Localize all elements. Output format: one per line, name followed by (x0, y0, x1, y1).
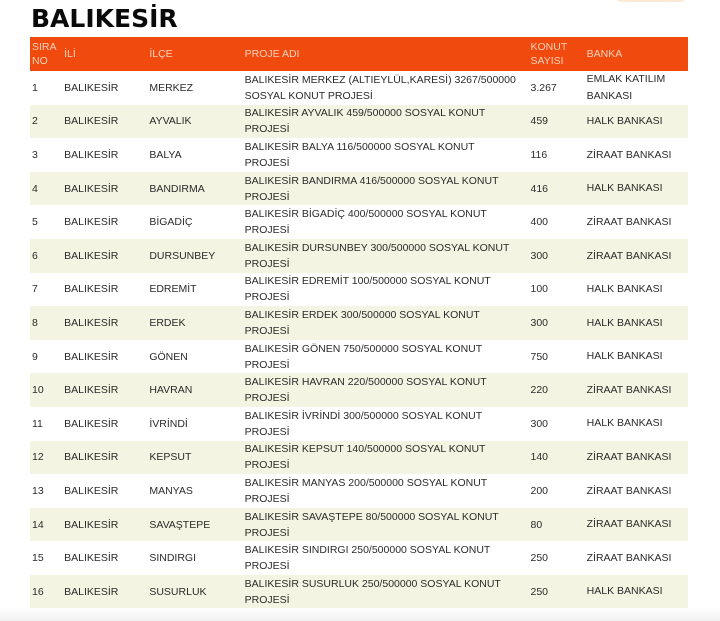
proje-line-1: BALIKESİR SAVAŞTEPE 80/500000 SOSYAL KONUT (244, 510, 499, 523)
cell-ilce: BANDIRMA (147, 172, 242, 206)
table-row (30, 373, 688, 407)
cell-il: BALIKESİR (62, 172, 147, 206)
cell-banka (585, 575, 688, 609)
proje-line-2: PROJESİ (244, 156, 290, 169)
table-row (30, 575, 688, 609)
banka-line-1: ZİRAAT BANKASI (586, 551, 672, 564)
proje-line-1: BALIKESİR SUSURLUK 250/500000 SOSYAL KONUT (244, 577, 501, 590)
table-row (30, 138, 688, 172)
cell-proje-adi (243, 138, 529, 172)
cell-banka (585, 138, 688, 172)
cell-proje-adi (243, 340, 529, 374)
top-corner-pill (616, 0, 686, 2)
proje-line-2: PROJESİ (244, 560, 290, 573)
banka-line-1: ZİRAAT BANKASI (586, 249, 672, 262)
banka-line-1: ZİRAAT BANKASI (586, 383, 672, 396)
cell-ilce: AYVALIK (147, 105, 242, 139)
cell-banka (585, 71, 688, 105)
table-row (30, 239, 688, 273)
cell-konut-sayisi: 250 (528, 575, 584, 609)
cell-proje-adi (243, 373, 529, 407)
banka-line-2: BANKASI (586, 89, 633, 102)
cell-proje-adi (243, 205, 529, 239)
cell-konut-sayisi: 80 (528, 508, 584, 542)
cell-konut-sayisi: 400 (528, 205, 584, 239)
table-row (30, 407, 688, 441)
banka-line-1: EMLAK KATILIM (586, 73, 666, 86)
cell-banka (585, 474, 688, 508)
cell-il: BALIKESİR (62, 508, 147, 542)
cell-konut-sayisi: 116 (528, 138, 584, 172)
banka-line-1: HALK BANKASI (586, 182, 663, 195)
cell-banka (585, 239, 688, 273)
proje-line-1: BALIKESİR BANDIRMA 416/500000 SOSYAL KONUT (244, 174, 499, 187)
cell-ilce: BİGADİÇ (147, 205, 242, 239)
banka-line-1: ZİRAAT BANKASI (586, 484, 672, 497)
banka-line-1: ZİRAAT BANKASI (586, 148, 672, 161)
cell-sira-no: 15 (30, 541, 62, 575)
cell-il: BALIKESİR (62, 239, 147, 273)
cell-ilce: HAVRAN (147, 373, 242, 407)
banka-line-1: HALK BANKASI (586, 283, 663, 296)
proje-line-1: BALIKESİR DURSUNBEY 300/500000 SOSYAL KONUT (244, 241, 510, 254)
banka-line-1: HALK BANKASI (586, 115, 663, 128)
cell-il: BALIKESİR (62, 441, 147, 475)
cell-sira-no: 7 (30, 273, 62, 307)
cell-proje-adi (243, 441, 529, 475)
cell-proje-adi (243, 407, 529, 441)
proje-line-1: BALIKESİR AYVALIK 459/500000 SOSYAL KONUT (244, 107, 486, 120)
table-row (30, 474, 688, 508)
column-header-banka: BANKA (585, 37, 688, 71)
cell-proje-adi (243, 474, 529, 508)
proje-line-2: PROJESİ (244, 425, 290, 438)
cell-ilce: EDREMİT (147, 273, 242, 307)
column-header-ilce: İLÇE (147, 37, 242, 71)
banka-line-1: HALK BANKASI (586, 417, 663, 430)
table-header (30, 37, 688, 71)
cell-banka (585, 172, 688, 206)
cell-sira-no: 12 (30, 441, 62, 475)
bottom-shadow (0, 608, 720, 621)
cell-ilce: MERKEZ (147, 71, 242, 105)
banka-line-1: ZİRAAT BANKASI (586, 451, 672, 464)
cell-proje-adi (243, 273, 529, 307)
banka-line-1: HALK BANKASI (586, 585, 663, 598)
cell-konut-sayisi: 750 (528, 340, 584, 374)
proje-line-2: PROJESİ (244, 324, 290, 337)
cell-il: BALIKESİR (62, 273, 147, 307)
cell-il: BALIKESİR (62, 407, 147, 441)
cell-ilce: SUSURLUK (147, 575, 242, 609)
proje-line-1: BALIKESİR EDREMİT 100/500000 SOSYAL KONUT (244, 275, 491, 288)
cell-konut-sayisi: 300 (528, 407, 584, 441)
housing-projects-table (30, 37, 688, 609)
cell-sira-no: 11 (30, 407, 62, 441)
proje-line-2: PROJESİ (244, 392, 290, 405)
cell-il: BALIKESİR (62, 373, 147, 407)
cell-sira-no: 2 (30, 105, 62, 139)
cell-konut-sayisi: 250 (528, 541, 584, 575)
cell-konut-sayisi: 300 (528, 239, 584, 273)
cell-il: BALIKESİR (62, 205, 147, 239)
cell-sira-no: 5 (30, 205, 62, 239)
header-line: NO (32, 55, 48, 67)
cell-ilce: SINDIRGI (147, 541, 242, 575)
cell-konut-sayisi: 100 (528, 273, 584, 307)
table-row (30, 306, 688, 340)
cell-konut-sayisi: 416 (528, 172, 584, 206)
page-title: BALIKESİR (31, 4, 178, 33)
cell-banka (585, 373, 688, 407)
proje-line-1: BALIKESİR GÖNEN 750/500000 SOSYAL KONUT (244, 342, 483, 355)
table-body (30, 71, 688, 609)
cell-konut-sayisi: 140 (528, 441, 584, 475)
cell-il: BALIKESİR (62, 105, 147, 139)
cell-konut-sayisi: 3.267 (528, 71, 584, 105)
table-row (30, 105, 688, 139)
table-row (30, 340, 688, 374)
cell-sira-no: 9 (30, 340, 62, 374)
proje-line-2: PROJESİ (244, 593, 290, 606)
table-row (30, 273, 688, 307)
column-header-sira-no (30, 37, 62, 71)
table-row (30, 441, 688, 475)
proje-line-1: BALIKESİR ERDEK 300/500000 SOSYAL KONUT (244, 308, 480, 321)
banka-line-1: HALK BANKASI (586, 350, 663, 363)
cell-ilce: SAVAŞTEPE (147, 508, 242, 542)
header-line: KONUT (530, 41, 568, 53)
cell-sira-no: 3 (30, 138, 62, 172)
cell-sira-no: 8 (30, 306, 62, 340)
cell-banka (585, 508, 688, 542)
header-line: SIRA (32, 41, 57, 53)
proje-line-1: BALIKESİR MANYAS 200/500000 SOSYAL KONUT (244, 476, 488, 489)
cell-ilce: GÖNEN (147, 340, 242, 374)
cell-sira-no: 10 (30, 373, 62, 407)
cell-proje-adi (243, 306, 529, 340)
proje-line-2: PROJESİ (244, 526, 290, 539)
cell-banka (585, 306, 688, 340)
cell-proje-adi (243, 575, 529, 609)
cell-banka (585, 273, 688, 307)
cell-sira-no: 13 (30, 474, 62, 508)
cell-ilce: MANYAS (147, 474, 242, 508)
cell-sira-no: 16 (30, 575, 62, 609)
cell-proje-adi (243, 172, 529, 206)
banka-line-1: HALK BANKASI (586, 316, 663, 329)
cell-sira-no: 1 (30, 71, 62, 105)
proje-line-2: PROJESİ (244, 492, 290, 505)
cell-sira-no: 14 (30, 508, 62, 542)
cell-ilce: İVRİNDİ (147, 407, 242, 441)
cell-konut-sayisi: 300 (528, 306, 584, 340)
proje-line-1: BALIKESİR SINDIRGI 250/500000 SOSYAL KONUT (244, 544, 491, 557)
table-row (30, 508, 688, 542)
cell-banka (585, 407, 688, 441)
proje-line-1: BALIKESİR İVRİNDİ 300/500000 SOSYAL KONUT (244, 409, 483, 422)
proje-line-1: BALIKESİR BİGADİÇ 400/500000 SOSYAL KONUT (244, 208, 487, 221)
proje-line-2: PROJESİ (244, 459, 290, 472)
cell-banka (585, 441, 688, 475)
proje-line-2: PROJESİ (244, 257, 290, 270)
cell-sira-no: 4 (30, 172, 62, 206)
proje-line-2: PROJESİ (244, 190, 290, 203)
cell-il: BALIKESİR (62, 474, 147, 508)
column-header-konut-sayisi (528, 37, 584, 71)
proje-line-1: BALIKESİR MERKEZ (ALTIEYLÜL,KARESİ) 3267/500000 (244, 73, 516, 86)
cell-proje-adi (243, 508, 529, 542)
cell-banka (585, 205, 688, 239)
cell-il: BALIKESİR (62, 575, 147, 609)
cell-proje-adi (243, 239, 529, 273)
cell-il: BALIKESİR (62, 541, 147, 575)
cell-konut-sayisi: 459 (528, 105, 584, 139)
cell-konut-sayisi: 200 (528, 474, 584, 508)
column-header-il: İLİ (62, 37, 147, 71)
cell-proje-adi (243, 105, 529, 139)
cell-banka (585, 105, 688, 139)
cell-sira-no: 6 (30, 239, 62, 273)
cell-il: BALIKESİR (62, 71, 147, 105)
cell-il: BALIKESİR (62, 340, 147, 374)
column-header-proje-adi: PROJE ADI (243, 37, 529, 71)
cell-banka (585, 340, 688, 374)
cell-ilce: DURSUNBEY (147, 239, 242, 273)
banka-line-1: ZİRAAT BANKASI (586, 215, 672, 228)
header-line: SAYISI (530, 55, 564, 67)
proje-line-2: PROJESİ (244, 123, 290, 136)
cell-konut-sayisi: 220 (528, 373, 584, 407)
table-row (30, 172, 688, 206)
cell-il: BALIKESİR (62, 138, 147, 172)
banka-line-1: ZİRAAT BANKASI (586, 518, 672, 531)
table-row (30, 71, 688, 105)
cell-ilce: ERDEK (147, 306, 242, 340)
cell-ilce: BALYA (147, 138, 242, 172)
proje-line-2: PROJESİ (244, 291, 290, 304)
proje-line-2: PROJESİ (244, 358, 290, 371)
proje-line-1: BALIKESİR HAVRAN 220/500000 SOSYAL KONUT (244, 376, 487, 389)
proje-line-1: BALIKESİR KEPSUT 140/500000 SOSYAL KONUT (244, 443, 486, 456)
table-row (30, 541, 688, 575)
cell-proje-adi (243, 71, 529, 105)
proje-line-2: SOSYAL KONUT PROJESİ (244, 89, 373, 102)
cell-banka (585, 541, 688, 575)
cell-ilce: KEPSUT (147, 441, 242, 475)
proje-line-1: BALIKESİR BALYA 116/500000 SOSYAL KONUT (244, 140, 475, 153)
proje-line-2: PROJESİ (244, 224, 290, 237)
cell-il: BALIKESİR (62, 306, 147, 340)
cell-proje-adi (243, 541, 529, 575)
table-row (30, 205, 688, 239)
